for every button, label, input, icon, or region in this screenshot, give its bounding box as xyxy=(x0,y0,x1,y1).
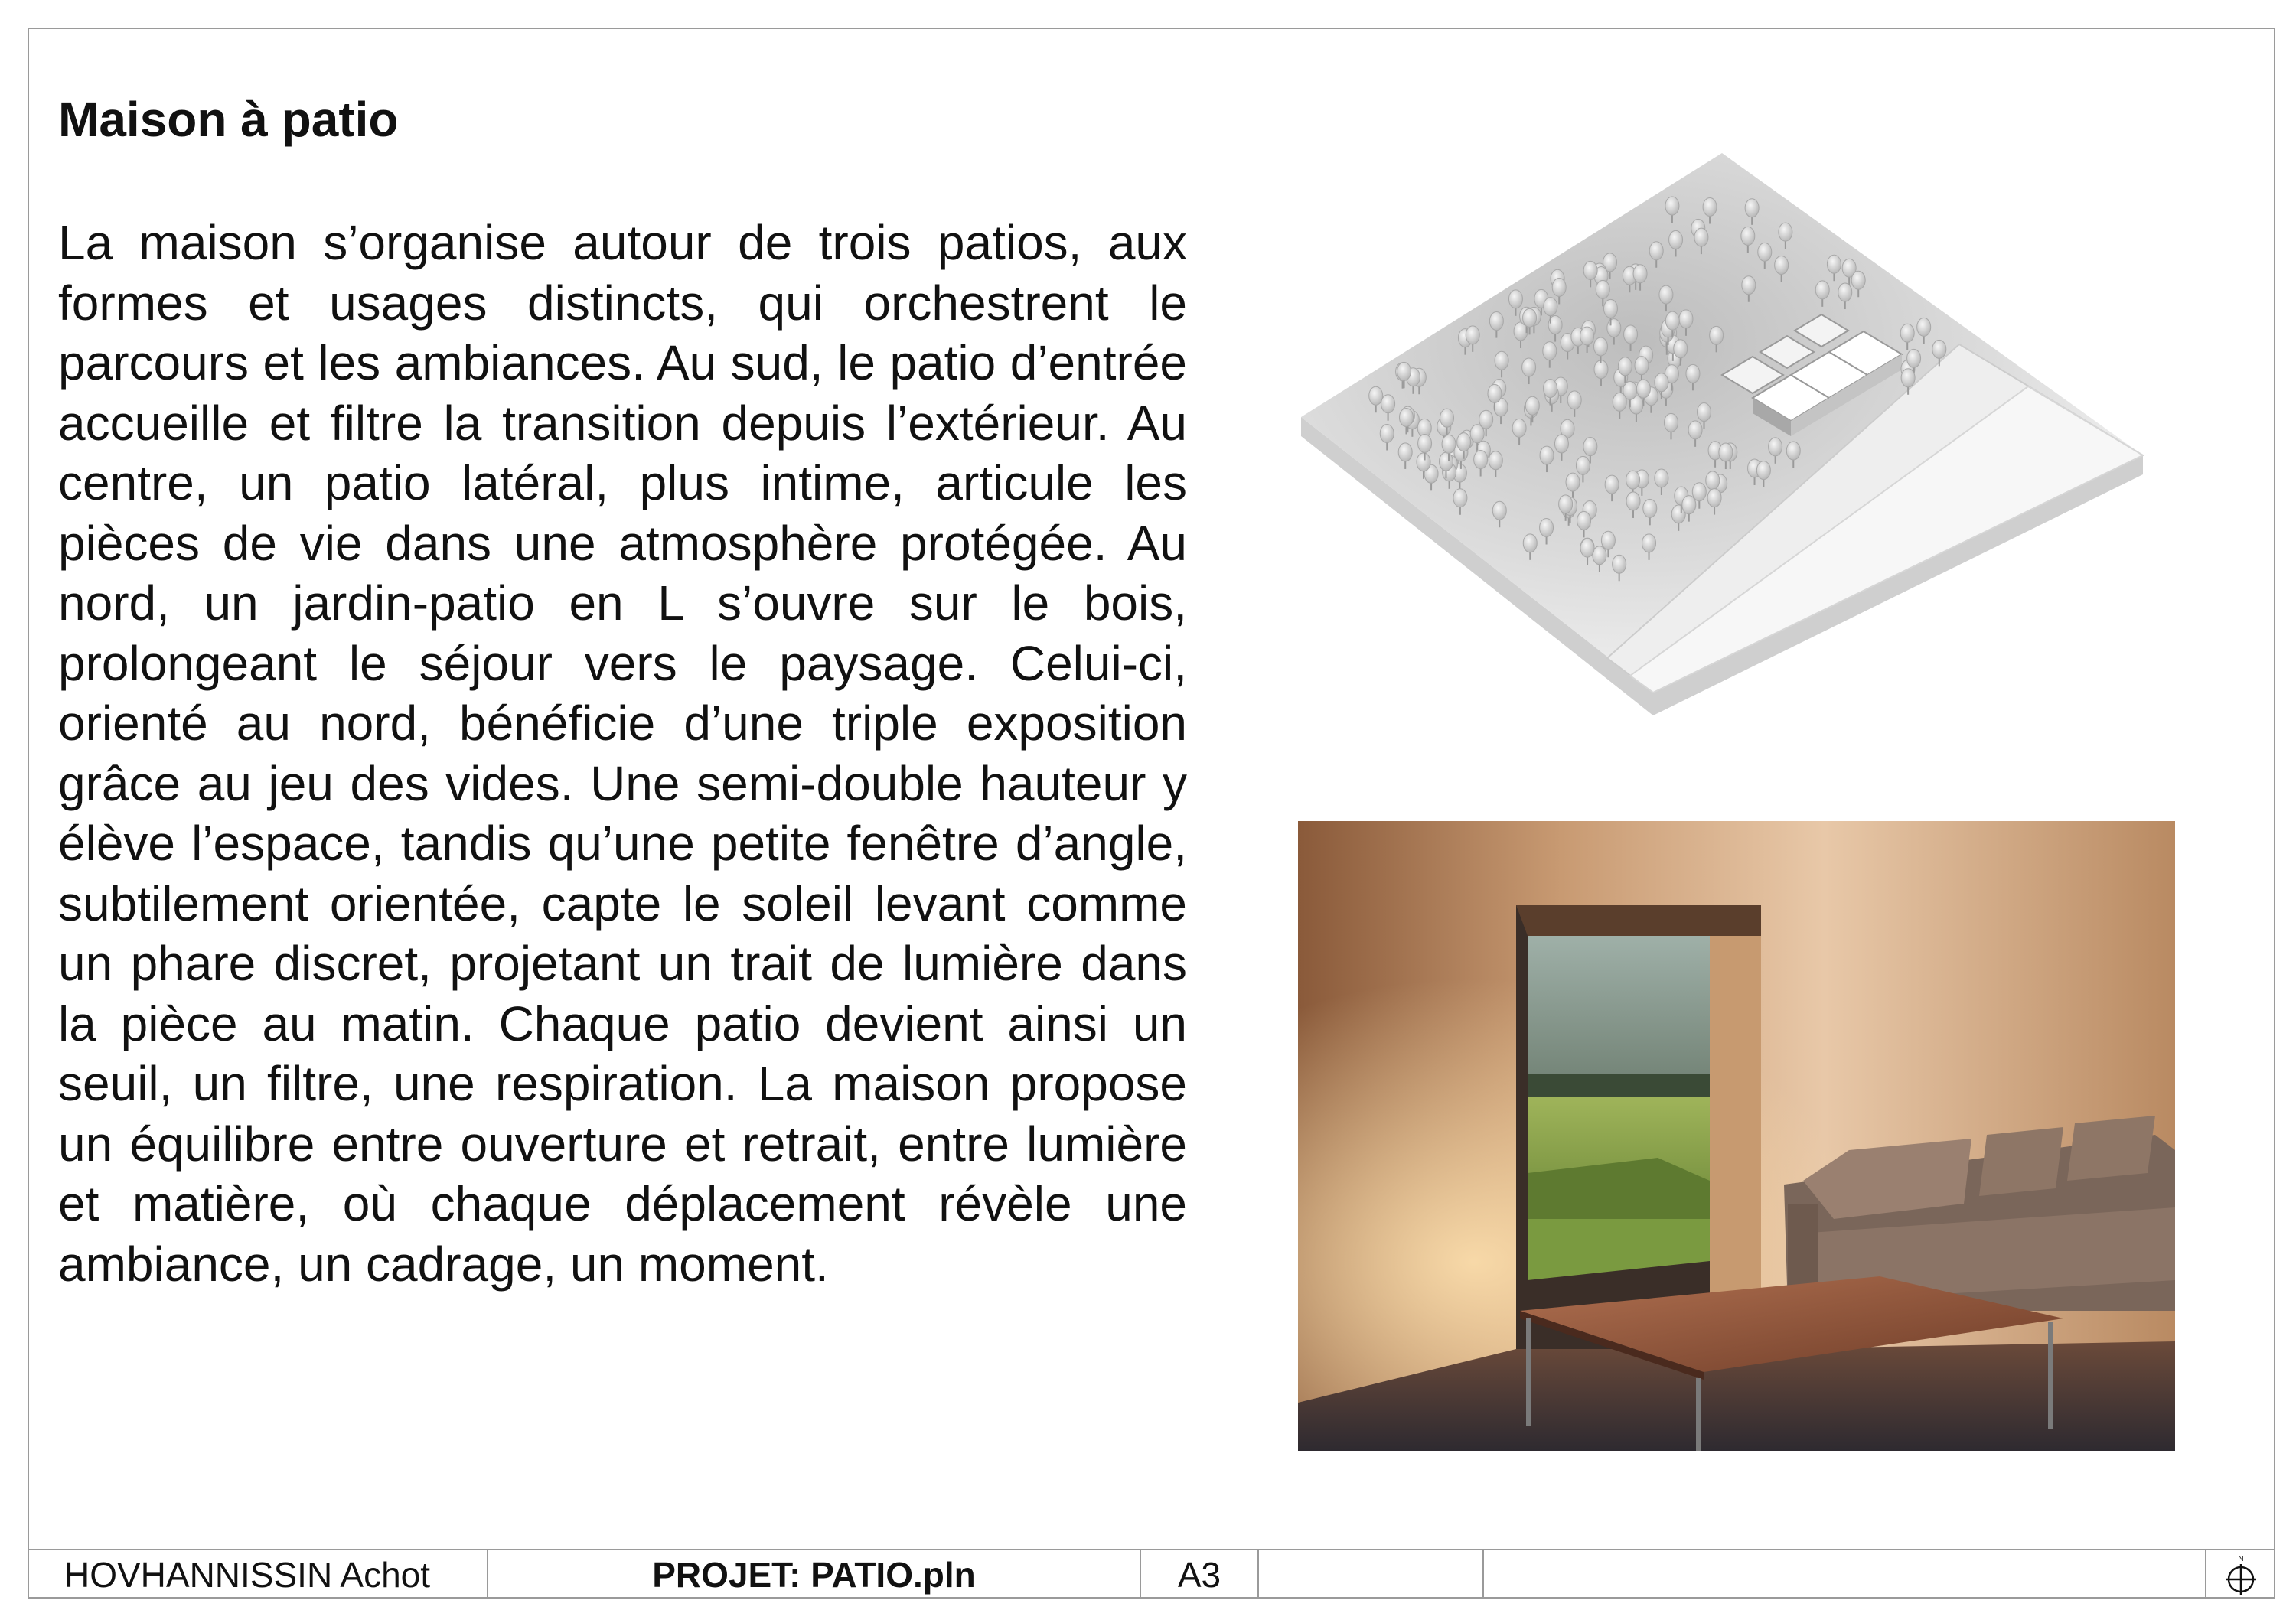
title-block xyxy=(28,1549,2275,1599)
interior-render xyxy=(1298,821,2175,1451)
project-name: PROJET: PATIO.pln xyxy=(488,1550,1141,1599)
north-label: N xyxy=(2238,1554,2244,1563)
project-description: La maison s’organise autour de trois patios, aux formes et usages distincts, qui orchestrent le parcours et les ambiances. Au sud, le patio d’entrée accueille et filtre la transition depuis l’extérieur. Au centre, un patio latéral, plus intime, articule les pièces de vie dans une atmosphère protégée. Au nord, un jardin-patio en L s’ouvre sur le bois, prolongeant le séjour vers le paysage. Celui-ci, orienté au nord, bénéficie d’une triple exposition grâce au jeu des vides. Une semi-double hauteur y élève l’espace, tandis qu’une petite fenêtre d’angle, subtilement orientée, capte le soleil levant comme un phare discret, projetant un trait de lumière dans la pièce au matin. Chaque patio devient ainsi un seuil, un filtre, une respiration. La maison propose un équilibre entre ouverture et retrait, entre lumière et matière, où chaque déplacement révèle une ambiance, un cadrage, un moment. xyxy=(58,215,1187,1292)
north-arrow-icon xyxy=(2206,1550,2275,1599)
author-name: HOVHANNISSIN Achot xyxy=(28,1550,488,1599)
title-block-cell-empty xyxy=(1259,1550,1484,1599)
axonometric-site-view xyxy=(1293,122,2197,719)
title-block-cell-empty xyxy=(1484,1550,2206,1599)
sheet-format: A3 xyxy=(1141,1550,1259,1599)
garden-opening xyxy=(1516,905,1761,1349)
page-title: Maison à patio xyxy=(58,92,399,147)
